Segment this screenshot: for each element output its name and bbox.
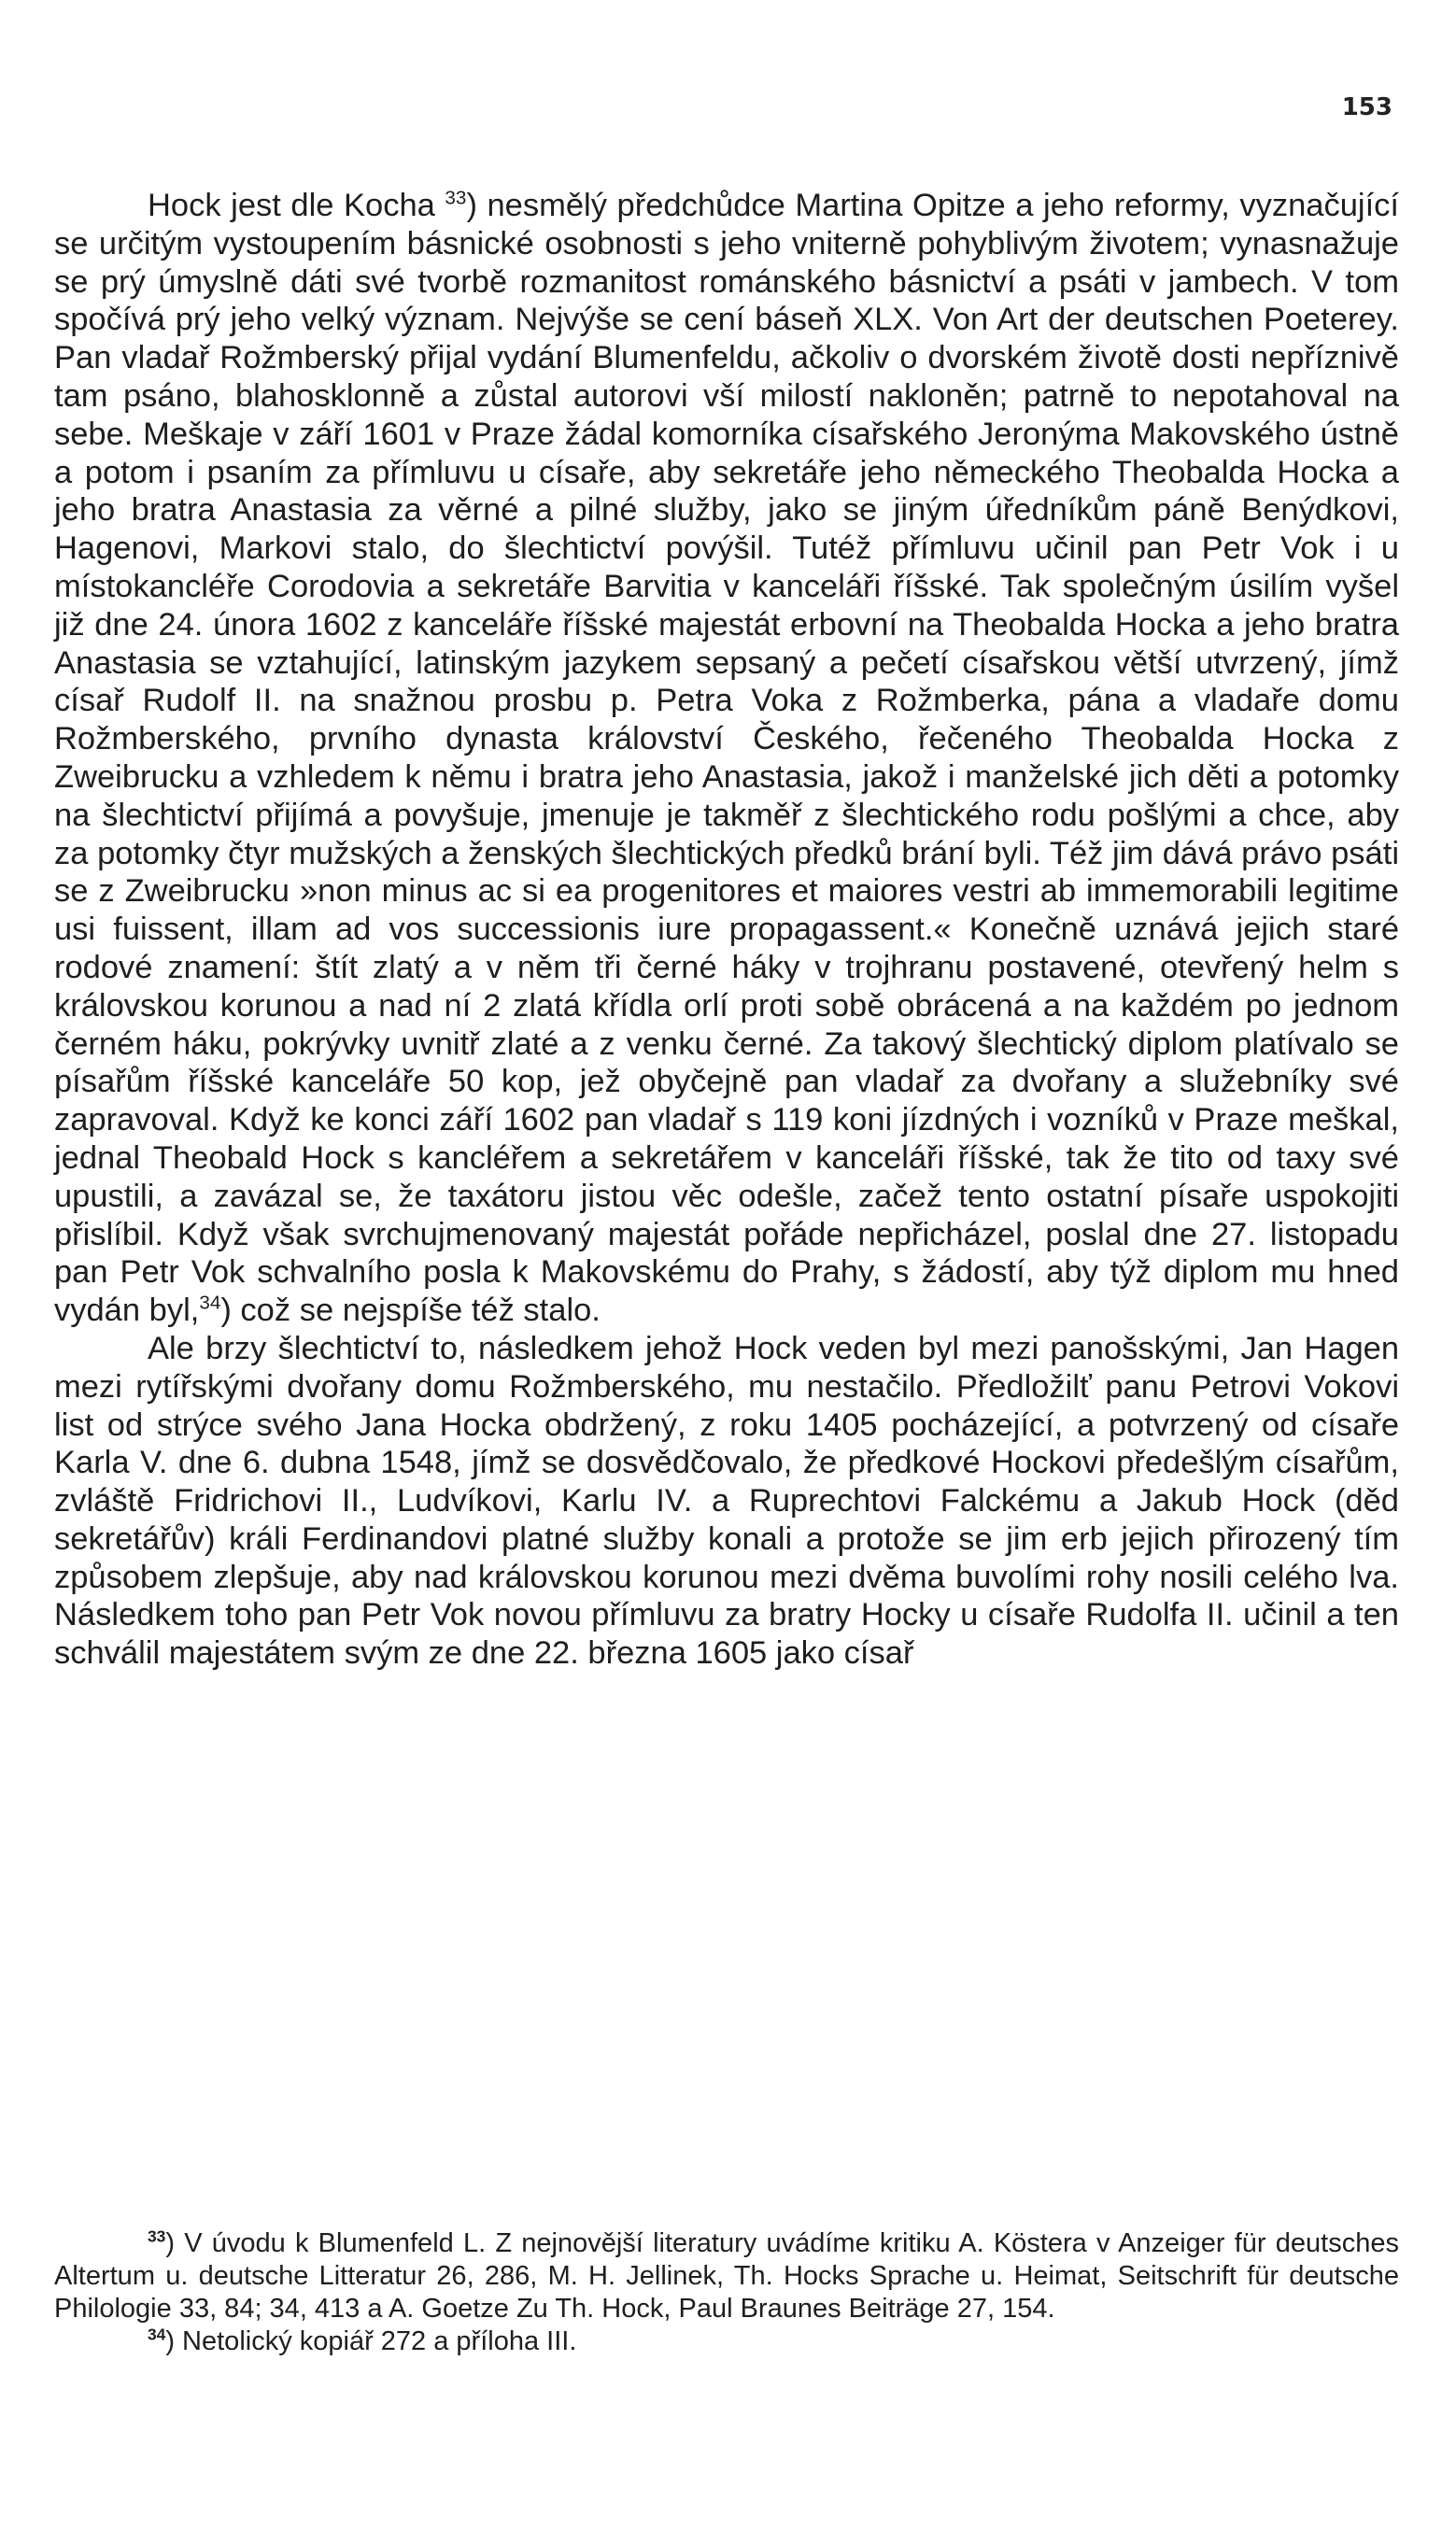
footnote-mark: 33 bbox=[148, 2226, 166, 2246]
paragraph-2: Ale brzy šlechtictví to, následkem jehož Hock veden byl mezi panošskými, Jan Hagen mezi rytířskými dvořany domu Rožmberského, mu nestačilo. Předložilť panu Petrovi Vokovi list od strýce svého Jana Hocka obdržený, z roku 1405 pocházející, a potvrzený od císaře Karla V. dne 6. dubna 1548, jímž se dosvědčovalo, že předkové Hockovi předešlým císařům, zvláště Fridrichovi II., Ludvíkovi, Karlu IV. a Ruprechtovi Falckému a Jakub Hock (děd sekretářův) králi Ferdinandovi platné služby konali a protože se jim erb jejich přirozený tím způsobem zlepšuje, aby nad královskou korunou mezi dvěma buvolími rohy nosili celého lva. Následkem toho pan Petr Vok novou přímluvu za bratry Hocky u císaře Rudolfa II. učinil a ten schválil majestátem svým ze dne 22. března 1605 jako císař bbox=[54, 1330, 1399, 1672]
footnote-34 bbox=[54, 2325, 1399, 2358]
main-text bbox=[54, 187, 1399, 1673]
paragraph-1 bbox=[54, 187, 1399, 1330]
paragraph-1-part-3: ) což se nejspíše též stalo. bbox=[220, 1293, 601, 1329]
footnote-reference-33[interactable]: 33 bbox=[445, 187, 467, 209]
footnote-33 bbox=[54, 2227, 1399, 2325]
paragraph-1-part-1: Hock jest dle Kocha bbox=[148, 188, 445, 223]
footnote-text: ) Netolický kopiář 272 a příloha III. bbox=[165, 2326, 577, 2356]
footnote-text: ) V úvodu k Blumenfeld L. Z nejnovější literatury uvádíme kritiku A. Köstera v Anzeiger für deutsches Altertum u. deutsche Litteratur 26, 286, M. H. Jellinek, Th. Hocks Sprache u. Heimat, Seitschrift für deutsche Philologie 33, 84; 34, 413 a A. Goetze Zu Th. Hock, Paul Braunes Beiträge 27, 154. bbox=[54, 2228, 1399, 2324]
footnote-reference-34[interactable]: 34 bbox=[199, 1292, 221, 1314]
footnote-mark: 34 bbox=[148, 2325, 166, 2344]
footnotes bbox=[54, 2227, 1399, 2358]
page-number: 153 bbox=[1341, 93, 1392, 121]
paragraph-1-part-2: ) nesmělý předchůdce Martina Opitze a jeho reformy, vyznačující se určitým vystoupením básnické osobnosti s jeho vniterně pohyblivým životem; vynasnažuje se prý úmyslně dáti své tvorbě rozmanitost románského básnictví a psáti v jambech. V tom spočívá prý jeho velký význam. Nejvýše se cení báseň XLX. Von Art der deutschen Poeterey. Pan vladař Rožmberský přijal vydání Blumenfeldu, ačkoliv o dvorském životě dosti nepříznivě tam psáno, blahosklonně a zůstal autorovi vší milostí nakloněn; patrně to nepotahoval na sebe. Meškaje v září 1601 v Praze žádal komorníka císařského Jeronýma Makovského ústně a potom i psaním za přímluvu u císaře, aby sekretáře jeho německého Theobalda Hocka a jeho bratra Anastasia za věrné a pilné služby, jako se jiným úředníkům páně Benýdkovi, Hagenovi, Markovi stalo, do šlechtictví povýšil. Tutéž přímluvu učinil pan Petr Vok i u místokancléře Corodovia a sekretáře Barvitia v kanceláři říšské. Tak společným úsilím vyšel již dne 24. února 1602 z kanceláře říšské majestát erbovní na Theobalda Hocka a jeho bratra Anastasia se vztahující, latinským jazykem sepsaný a pečetí císařskou větší utvrzený, jímž císař Rudolf II. na snažnou prosbu p. Petra Voka z Rožmberka, pána a vladaře domu Rožmberského, prvního dynasta království Českého, řečeného Theobalda Hocka z Zweibrucku a vzhledem k němu i bratra jeho Anastasia, jakož i manželské jich děti a potomky na šlechtictví přijímá a povyšuje, jmenuje je takměř z šlechtického rodu pošlými a chce, aby za potomky čtyr mužských a ženských šlechtických předků brání byli. Též jim dává právo psáti se z Zweibrucku »non minus ac si ea progenitores et maiores vestri ab immemorabili legitime usi fuissent, illam ad vos successionis iure propagassent.« Konečně uznává jejich staré rodové znamení: štít zlatý a v něm tři černé háky v trojhranu postavené, otevřený helm s královskou korunou a nad ní 2 zlatá křídla orlí proti sobě obrácená a na každém po jednom černém háku, pokrývky uvnitř zlaté a z venku černé. Za takový šlechtický diplom platívalo se písařům říšské kanceláře 50 kop, jež obyčejně pan vladař za dvořany a služebníky své zapravoval. Když ke konci září 1602 pan vladař s 119 koni jízdných i vozníků v Praze meškal, jednal Theobald Hock s kancléřem a sekretářem v kanceláři říšské, tak že tito od taxy své upustili, a zavázal se, že taxátoru jistou věc odešle, začež tento ostatní písaře uspokojiti přislíbil. Když však svrchujmenovaný majestát pořáde nepřicházel, poslal dne 27. listopadu pan Petr Vok schvalního posla k Makovskému do Prahy, s žádostí, aby týž diplom mu hned vydán byl, bbox=[54, 188, 1399, 1329]
